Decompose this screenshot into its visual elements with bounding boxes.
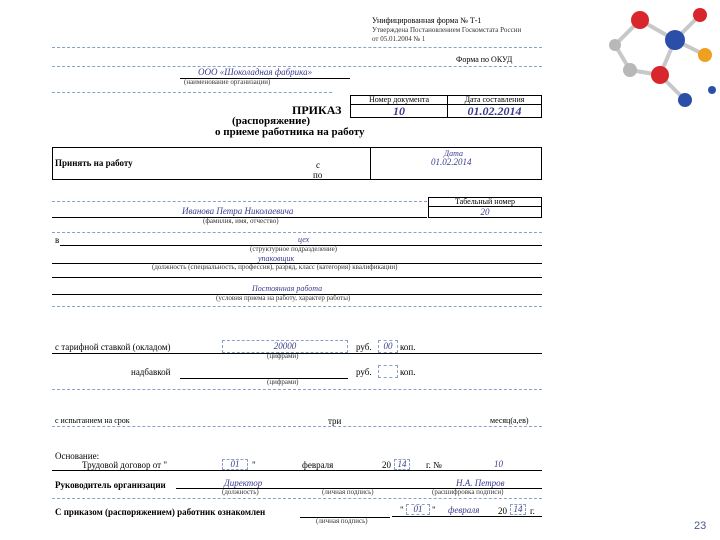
divider-conditions bbox=[52, 306, 542, 307]
atom-blue-2 bbox=[678, 93, 692, 107]
bonus-digits-caption: (цифрами) bbox=[267, 378, 299, 386]
kop-value: 00 bbox=[383, 341, 393, 351]
contract-quote-close: " bbox=[252, 460, 256, 470]
bonus-amount-line bbox=[180, 378, 348, 379]
contract-label: Трудовой договор от " bbox=[82, 460, 168, 470]
divider-top bbox=[52, 47, 542, 48]
kop-box bbox=[378, 340, 398, 353]
ack-sign-caption: (личная подпись) bbox=[316, 517, 368, 525]
position-caption-sign: (должность) bbox=[222, 488, 259, 496]
contract-year-box bbox=[394, 459, 410, 470]
tab-number: 20 bbox=[480, 207, 490, 217]
okud-label: Форма по ОКУД bbox=[456, 55, 513, 64]
atom-orange-1 bbox=[698, 48, 712, 62]
kop-box-2 bbox=[378, 365, 398, 378]
sign-caption: (личная подпись) bbox=[322, 488, 374, 496]
ack-quote-open: " bbox=[400, 505, 404, 515]
ack-label: С приказом (распоряжением) работник ознакомлен bbox=[55, 507, 266, 517]
kop-label-2: коп. bbox=[400, 367, 416, 377]
form-line-1: Унифицированная форма № Т-1 bbox=[372, 16, 482, 25]
head-name: Н.А. Петров bbox=[456, 478, 505, 488]
in-label: в bbox=[55, 235, 60, 245]
head-position: Директор bbox=[224, 478, 263, 488]
contract-day: 01 bbox=[230, 459, 240, 469]
doc-number: 10 bbox=[393, 104, 405, 118]
org-name: ООО «Шоколадная фабрика» bbox=[198, 67, 313, 77]
kop-label: коп. bbox=[400, 342, 416, 352]
date-header: Дата составления bbox=[464, 95, 525, 104]
probation-label: с испытанием на срок bbox=[55, 416, 130, 425]
hire-to: по bbox=[313, 170, 323, 180]
ack-day-box bbox=[406, 504, 430, 515]
rub-label-2: руб. bbox=[356, 367, 372, 377]
contract-year-suffix: г. № bbox=[426, 460, 442, 470]
head-label: Руководитель организации bbox=[55, 480, 166, 490]
doc-title: ПРИКАЗ bbox=[292, 103, 342, 117]
probation-value: три bbox=[328, 416, 342, 426]
salary-underline bbox=[52, 353, 542, 354]
ack-year-suffix: г. bbox=[530, 506, 535, 516]
ack-date-underline bbox=[392, 516, 542, 517]
atom-blue-3 bbox=[708, 86, 716, 94]
ack-quote-close: " bbox=[432, 505, 436, 515]
form-line-2: Утверждена Постановлением Госкомстата России bbox=[372, 26, 522, 34]
basis-underline bbox=[52, 470, 542, 471]
doc-subtitle: (распоряжение) bbox=[232, 115, 311, 127]
divider-employee-top bbox=[52, 201, 427, 202]
contract-number: 10 bbox=[494, 459, 503, 469]
doc-date: 01.02.2014 bbox=[467, 104, 522, 118]
date-value-cell bbox=[447, 104, 542, 118]
slide-page-number: 23 bbox=[694, 520, 707, 532]
rub-label: руб. bbox=[356, 342, 372, 352]
probation-underline bbox=[52, 426, 542, 427]
hire-from: с bbox=[316, 160, 320, 170]
divider-dept-top bbox=[52, 232, 542, 233]
atom-blue-1 bbox=[665, 30, 685, 50]
digits-caption: (цифрами) bbox=[267, 352, 299, 360]
conditions: Постоянная работа bbox=[252, 284, 323, 293]
tab-value-cell bbox=[428, 206, 542, 218]
department-caption: (структурное подразделение) bbox=[250, 245, 338, 253]
atom-gray-2 bbox=[609, 39, 621, 51]
ack-year-box bbox=[510, 504, 526, 515]
form-line-3: от 05.01.2004 № 1 bbox=[372, 35, 426, 43]
ack-day: 01 bbox=[413, 504, 423, 514]
divider-signatures bbox=[52, 498, 542, 499]
ack-year-prefix: 20 bbox=[498, 506, 507, 516]
basis-label: Основание: bbox=[55, 451, 100, 461]
salary-amount: 20000 bbox=[273, 341, 297, 351]
doc-subject: о приеме работника на работу bbox=[215, 126, 365, 138]
divider-org bbox=[52, 92, 332, 93]
decode-caption: (расшифровка подписи) bbox=[432, 488, 504, 496]
molecule-decoration bbox=[600, 0, 720, 115]
atom-red-2 bbox=[693, 8, 707, 22]
employee-name: Иванова Петра Николаевича bbox=[182, 206, 294, 216]
probation-unit: месяц(а,ев) bbox=[490, 416, 529, 425]
org-caption: (наименование организации) bbox=[184, 78, 271, 86]
position-caption: (должность (специальность, профессия), разряд, класс (категория) квалификации) bbox=[152, 263, 398, 271]
employee-caption: (фамилия, имя, отчество) bbox=[203, 217, 279, 225]
ack-month: февраля bbox=[448, 505, 480, 515]
ack-year: 14 bbox=[513, 504, 523, 514]
conditions-caption: (условия приема на работу, характер работы) bbox=[216, 294, 351, 302]
atom-red-1 bbox=[631, 11, 649, 29]
contract-year: 14 bbox=[397, 459, 407, 469]
atom-gray-1 bbox=[623, 63, 637, 77]
contract-day-box bbox=[222, 459, 248, 470]
hire-label: Принять на работу bbox=[55, 158, 133, 168]
blank-line bbox=[52, 277, 542, 278]
tariff-label: с тарифной ставкой (окладом) bbox=[55, 342, 171, 352]
contract-month: февраля bbox=[302, 460, 334, 470]
hire-date-header: Дата bbox=[444, 149, 463, 158]
atom-red-3 bbox=[651, 66, 669, 84]
position: упаковщик bbox=[258, 254, 295, 263]
bonus-label: надбавкой bbox=[131, 367, 171, 377]
number-value-cell bbox=[350, 104, 448, 118]
department: цех bbox=[298, 235, 310, 244]
contract-year-prefix: 20 bbox=[382, 460, 391, 470]
divider-salary bbox=[52, 389, 542, 390]
tab-header: Табельный номер bbox=[454, 197, 516, 206]
hire-date: 01.02.2014 bbox=[431, 157, 472, 167]
number-header: Номер документа bbox=[368, 95, 429, 104]
